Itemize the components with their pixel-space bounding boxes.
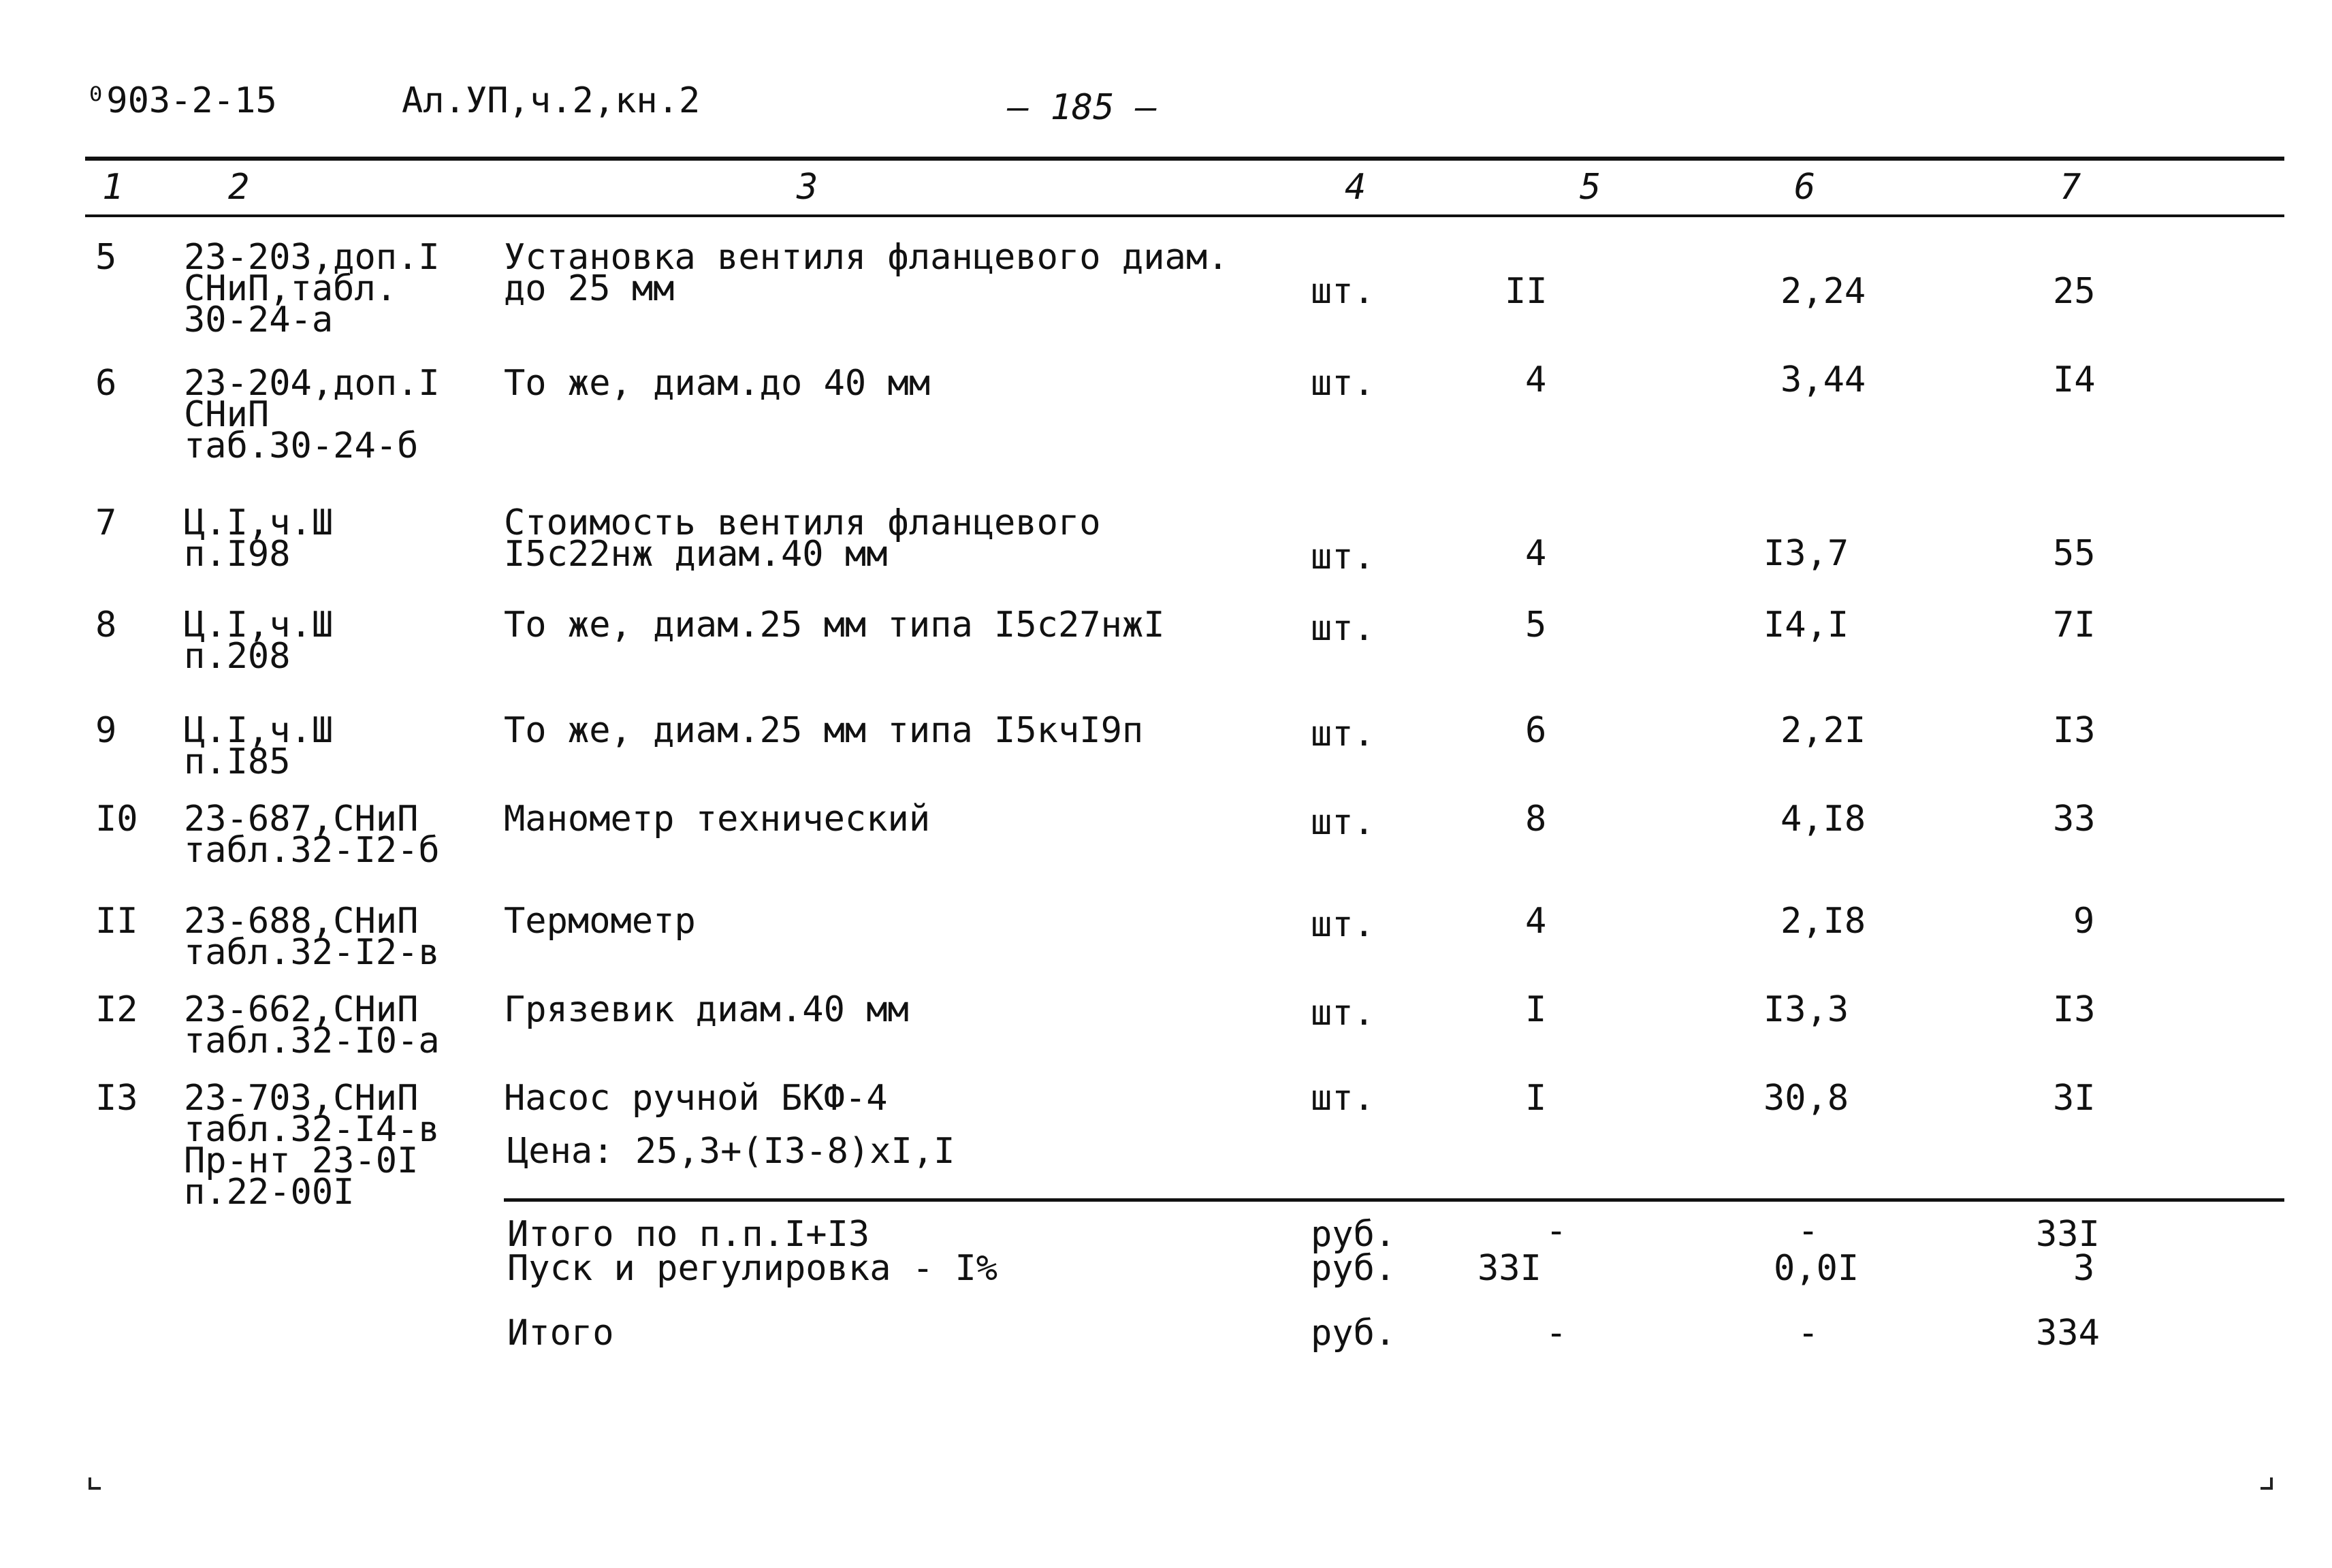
row-total: I4 <box>2053 359 2096 400</box>
row-unit: шт. <box>1311 714 1375 754</box>
totals-label: Итого по п.п.I+I3 <box>507 1214 870 1255</box>
row-quantity: I <box>1525 1078 1547 1119</box>
page-number: — 185 — <box>1008 87 1157 128</box>
row-total: 7I <box>2053 605 2096 645</box>
corner-mark-bottom-left <box>89 1477 101 1490</box>
row-code: Ц.I,ч.Ш п.I98 <box>184 502 334 575</box>
row-total: 55 <box>2053 533 2096 574</box>
row-name: То же, диам.25 мм типа I5кчI9п <box>504 710 1144 751</box>
row-price: 4,I8 <box>1780 799 1866 839</box>
corner-mark-bottom-right <box>2261 1477 2273 1490</box>
row-quantity: 4 <box>1525 533 1547 574</box>
row-number: 9 <box>95 710 117 751</box>
column-number-7: 7 <box>2060 167 2081 208</box>
row-total: 25 <box>2053 271 2096 312</box>
price-note: Цена: 25,3+(I3-8)хI,I <box>507 1131 955 1172</box>
row-price: 2,24 <box>1780 271 1866 312</box>
row-price: I4,I <box>1763 605 1849 645</box>
row-code: 23-703,СНиП табл.32-I4-в Пр-нт 23-0I п.22-00I <box>184 1078 440 1213</box>
row-name: То же, диам.до 40 мм <box>504 363 931 404</box>
row-code: 23-688,СНиП табл.32-I2-в <box>184 901 440 973</box>
row-number: 7 <box>95 502 117 543</box>
startup-label: Пуск и регулировка - I% <box>507 1248 998 1289</box>
column-number-4: 4 <box>1345 167 1367 208</box>
totals-rule <box>504 1198 2284 1202</box>
row-quantity: 4 <box>1525 359 1547 400</box>
row-number: I2 <box>95 989 138 1030</box>
row-number: 5 <box>95 237 117 278</box>
column-number-1: 1 <box>102 167 124 208</box>
album-reference: Ал.УП,ч.2,кн.2 <box>402 80 701 121</box>
row-name: Насос ручной БКФ-4 <box>504 1078 888 1119</box>
row-price: I3,7 <box>1763 533 1849 574</box>
row-quantity: 4 <box>1525 901 1547 942</box>
row-quantity: II <box>1505 271 1548 312</box>
column-header-rule <box>85 214 2284 217</box>
row-total: 3I <box>2053 1078 2096 1119</box>
row-unit: шт. <box>1311 802 1375 843</box>
row-price: I3,3 <box>1763 989 1849 1030</box>
row-quantity: I <box>1525 989 1547 1030</box>
grand-total-quantity: - <box>1546 1313 1567 1354</box>
row-number: 6 <box>95 363 117 404</box>
row-price: 3,44 <box>1780 359 1866 400</box>
column-number-2: 2 <box>228 167 250 208</box>
grand-total-total: 334 <box>2036 1313 2100 1354</box>
column-number-5: 5 <box>1580 167 1601 208</box>
row-unit: шт. <box>1311 993 1375 1034</box>
grand-total-unit: руб. <box>1311 1313 1396 1354</box>
row-name: То же, диам.25 мм типа I5с27нжI <box>504 605 1165 645</box>
row-number: I0 <box>95 799 138 839</box>
startup-total: 3 <box>2073 1248 2095 1289</box>
row-name: Установка вентиля фланцевого диам. до 25 мм <box>504 237 1229 309</box>
row-number: 8 <box>95 605 117 645</box>
row-code: 23-203,доп.I СНиП,табл. 30-24-а <box>184 237 440 340</box>
totals-quantity: - <box>1546 1211 1567 1251</box>
grand-total-price: - <box>1798 1313 1819 1354</box>
row-unit: шт. <box>1311 608 1375 649</box>
row-total: I3 <box>2053 989 2096 1030</box>
row-code: 23-204,доп.I СНиП таб.30-24-б <box>184 363 440 466</box>
row-quantity: 8 <box>1525 799 1547 839</box>
row-code: Ц.I,ч.Ш п.I85 <box>184 710 334 782</box>
row-total: 9 <box>2073 901 2095 942</box>
row-unit: шт. <box>1311 904 1375 945</box>
totals-total: 33I <box>2036 1214 2100 1255</box>
row-total: I3 <box>2053 710 2096 751</box>
row-unit: шт. <box>1311 271 1375 312</box>
table-top-rule <box>85 157 2284 161</box>
row-unit: шт. <box>1311 363 1375 404</box>
row-code: Ц.I,ч.Ш п.208 <box>184 605 334 677</box>
row-total: 33 <box>2053 799 2096 839</box>
row-unit: шт. <box>1311 1078 1375 1119</box>
row-name: Грязевик диам.40 мм <box>504 989 909 1030</box>
row-code: 23-687,СНиП табл.32-I2-б <box>184 799 440 871</box>
startup-quantity: 33I <box>1478 1248 1542 1289</box>
row-number: I3 <box>95 1078 138 1119</box>
row-name: Манометр технический <box>504 799 931 839</box>
row-price: 2,2I <box>1780 710 1866 751</box>
row-price: 2,I8 <box>1780 901 1866 942</box>
row-price: 30,8 <box>1763 1078 1849 1119</box>
startup-price: 0,0I <box>1774 1248 1859 1289</box>
column-number-3: 3 <box>797 167 818 208</box>
document-code: ⁰903-2-15 <box>85 80 277 121</box>
grand-total-label: Итого <box>507 1313 614 1354</box>
row-unit: шт. <box>1311 537 1375 577</box>
row-quantity: 5 <box>1525 605 1547 645</box>
startup-unit: руб. <box>1311 1248 1396 1289</box>
column-number-6: 6 <box>1794 167 1816 208</box>
row-code: 23-662,СНиП табл.32-I0-а <box>184 989 440 1061</box>
row-name: Термометр <box>504 901 696 942</box>
row-name: Стоимость вентиля фланцевого I5с22нж диам.40 мм <box>504 502 1101 575</box>
totals-unit: руб. <box>1311 1214 1396 1255</box>
row-number: II <box>95 901 138 942</box>
totals-price: - <box>1798 1211 1819 1251</box>
row-quantity: 6 <box>1525 710 1547 751</box>
